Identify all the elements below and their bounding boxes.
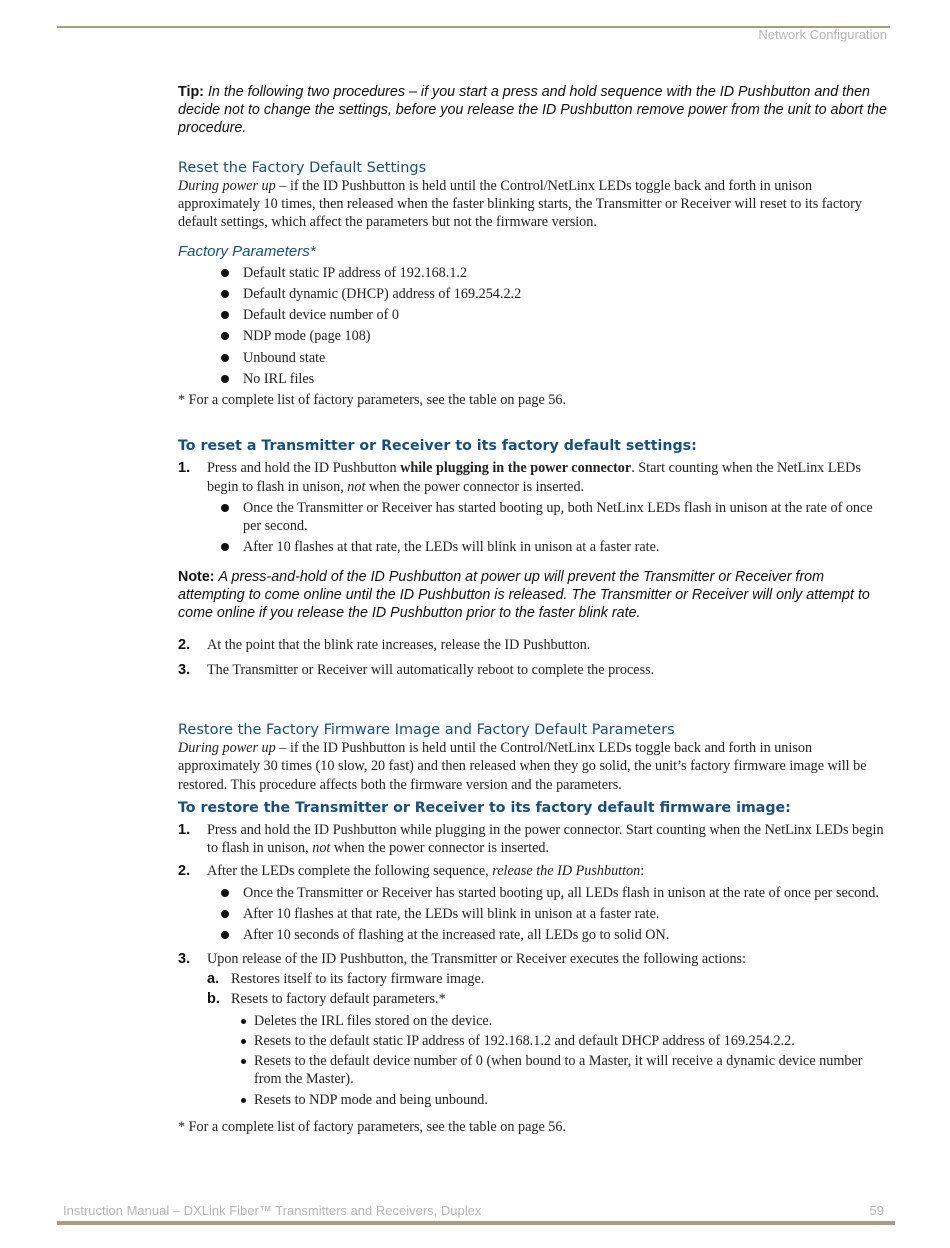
bullet-icon [221,910,229,918]
restore-intro-text: – if the ID Pushbutton is held until the Control/NetLinx LEDs toggle back and forth in unison approximately 30 times (10 slow, 20 fast) and then released when they go solid, the unit’s factory firmware image will be restored. This procedure affects both the firmware version and the parameters. [178,739,867,793]
factory-parameters-heading: Factory Parameters* [178,242,316,260]
bullet-icon [221,269,229,277]
list-item [207,499,888,536]
list-item [231,1032,888,1050]
page-content [178,83,888,1136]
step-number: 2. [178,637,191,654]
list-item-text: No IRL files [243,370,315,387]
step-item [178,661,888,679]
restore-firmware-heading: Restore the Factory Firmware Image and Factory Default Parameters [178,721,675,738]
reset-defaults-heading: Reset the Factory Default Settings [178,159,427,176]
bullet-icon [221,931,229,939]
step-text: Upon release of the ID Pushbutton, the Transmitter or Receiver executes the following actions: [207,950,746,967]
bullet-icon [221,543,229,551]
action-letter: b. [207,991,220,1008]
step-text: Press and hold the ID Pushbutton while plugging in the power connector. Start counting when the NetLinx LEDs begin to flash in unison, [207,821,884,857]
page-number: 59 [869,1203,884,1218]
step-text: After the LEDs complete the following sequence, [207,863,493,880]
step-italic-text: release the ID Pushbutton [492,863,641,880]
list-item-text: Default dynamic (DHCP) address of 169.254.2.2 [243,285,522,302]
note-callout [178,568,888,623]
step-item [178,636,888,654]
tip-text: In the following two procedures – if you start a press and hold sequence with the ID Pushbutton and then decide not to change the settings, before you release the ID Pushbutton remove power from the unit to abort the procedure. [178,84,887,137]
footer-rule [57,1221,895,1225]
list-item-text: Resets to the default device number of 0 (when bound to a Master, it will receive a dynamic device number from the Master). [254,1053,863,1088]
running-footer: Instruction Manual – DXLink Fiber™ Transmitters and Receivers, Duplex [63,1203,482,1218]
reset-footnote: * For a complete list of factory parameters, see the table on page 56. [178,392,567,409]
restore-footnote: * For a complete list of factory parameters, see the table on page 56. [178,1119,567,1136]
reset-defaults-intro [178,177,888,232]
note-label: Note: [178,568,215,585]
step-italic-text: not [347,478,366,495]
action-item [207,970,888,988]
step-bold-text: while plugging in the power connector [400,460,632,477]
list-item-text: Once the Transmitter or Receiver has started booting up, both NetLinx LEDs flash in unison at the rate of once per second. [243,499,873,535]
step-text: The Transmitter or Receiver will automatically reboot to complete the process. [207,661,655,678]
step-text: At the point that the blink rate increases, release the ID Pushbutton. [207,637,591,654]
list-item [178,285,888,303]
list-item-text: Once the Transmitter or Receiver has started booting up, all LEDs flash in unison at the rate of once per second. [243,884,879,901]
step-number: 1. [178,460,191,477]
restore-procedure-heading: To restore the Transmitter or Receiver to its factory default firmware image: [178,799,791,816]
step-sub-list [207,499,888,557]
list-item [207,926,888,944]
list-item [231,1052,888,1089]
step-number: 3. [178,661,191,678]
action-text: Resets to factory default parameters.* [231,991,446,1008]
reset-actions-list [231,1012,888,1109]
step-item [178,950,888,1109]
list-item [231,1012,888,1030]
bullet-icon [221,311,229,319]
step-number: 2. [178,863,191,880]
step-item [178,459,888,556]
list-item-text: NDP mode (page 108) [243,328,371,345]
factory-parameters-list [178,264,888,389]
action-item [207,990,888,1109]
list-item [178,349,888,367]
list-item [178,327,888,345]
bullet-icon [221,889,229,897]
list-item [207,905,888,923]
list-item-text: Default device number of 0 [243,307,400,324]
list-item-text: Deletes the IRL files stored on the device. [254,1012,493,1029]
action-text: Restores itself to its factory firmware image. [231,970,485,987]
bullet-icon [241,1098,246,1103]
tip-callout [178,83,888,138]
tip-label: Tip: [178,84,204,100]
bullet-icon [221,290,229,298]
reset-intro-italic: During power up [178,177,276,194]
list-item [231,1091,888,1109]
reset-steps-continued [178,636,888,679]
step-text: . Start counting when the NetLinx LEDs begin to flash in unison, [207,460,861,495]
step-text: : [640,863,645,880]
list-item-text: Unbound state [243,349,326,366]
step-italic-text: not [312,840,331,857]
step-number: 3. [178,950,191,967]
step-text: when the power connector is inserted. [365,478,585,495]
list-item [178,264,888,282]
list-item-text: After 10 seconds of flashing at the increased rate, all LEDs go to solid ON. [243,927,670,944]
list-item-text: Resets to the default static IP address of 192.168.1.2 and default DHCP address of 169.254.2.2. [254,1032,795,1049]
action-list [207,970,888,1109]
list-item-text: After 10 flashes at that rate, the LEDs will blink in unison at a faster rate. [243,539,660,556]
step-item [178,862,888,944]
running-header: Network Configuration [758,27,887,42]
bullet-icon [221,354,229,362]
restore-steps [178,821,888,1109]
list-item-text: After 10 flashes at that rate, the LEDs will blink in unison at a faster rate. [243,906,660,923]
list-item-text: Resets to NDP mode and being unbound. [254,1091,488,1108]
action-letter: a. [207,970,220,987]
bullet-icon [241,1039,246,1044]
list-item [207,538,888,556]
list-item [207,884,888,902]
list-item-text: Default static IP address of 192.168.1.2 [243,264,468,281]
bullet-icon [221,332,229,340]
step-text: Press and hold the ID Pushbutton [207,460,401,477]
step-sub-list [207,884,888,945]
bullet-icon [221,504,229,512]
step-number: 1. [178,821,191,838]
restore-intro-italic: During power up [178,739,276,756]
step-text: when the power connector is inserted. [330,840,550,857]
reset-intro-text: – if the ID Pushbutton is held until the Control/NetLinx LEDs toggle back and forth in unison approximately 10 times, then released when the faster blinking starts, the Transmitter or Receiver will reset to its factory default settings, which affect the parameters but not the firmware version. [178,177,862,231]
bullet-icon [241,1019,246,1024]
list-item [178,370,888,388]
step-item [178,821,888,858]
list-item [178,306,888,324]
reset-steps [178,459,888,556]
reset-procedure-heading: To reset a Transmitter or Receiver to its factory default settings: [178,438,697,455]
note-text: A press-and-hold of the ID Pushbutton at power up will prevent the Transmitter or Receiver from attempting to come online until the ID Pushbutton is released. The Transmitter or Receiver will only attempt to come online if you release the ID Pushbutton prior to the faster blink rate. [178,568,870,622]
bullet-icon [221,375,229,383]
bullet-icon [241,1059,246,1064]
restore-firmware-intro [178,739,888,794]
